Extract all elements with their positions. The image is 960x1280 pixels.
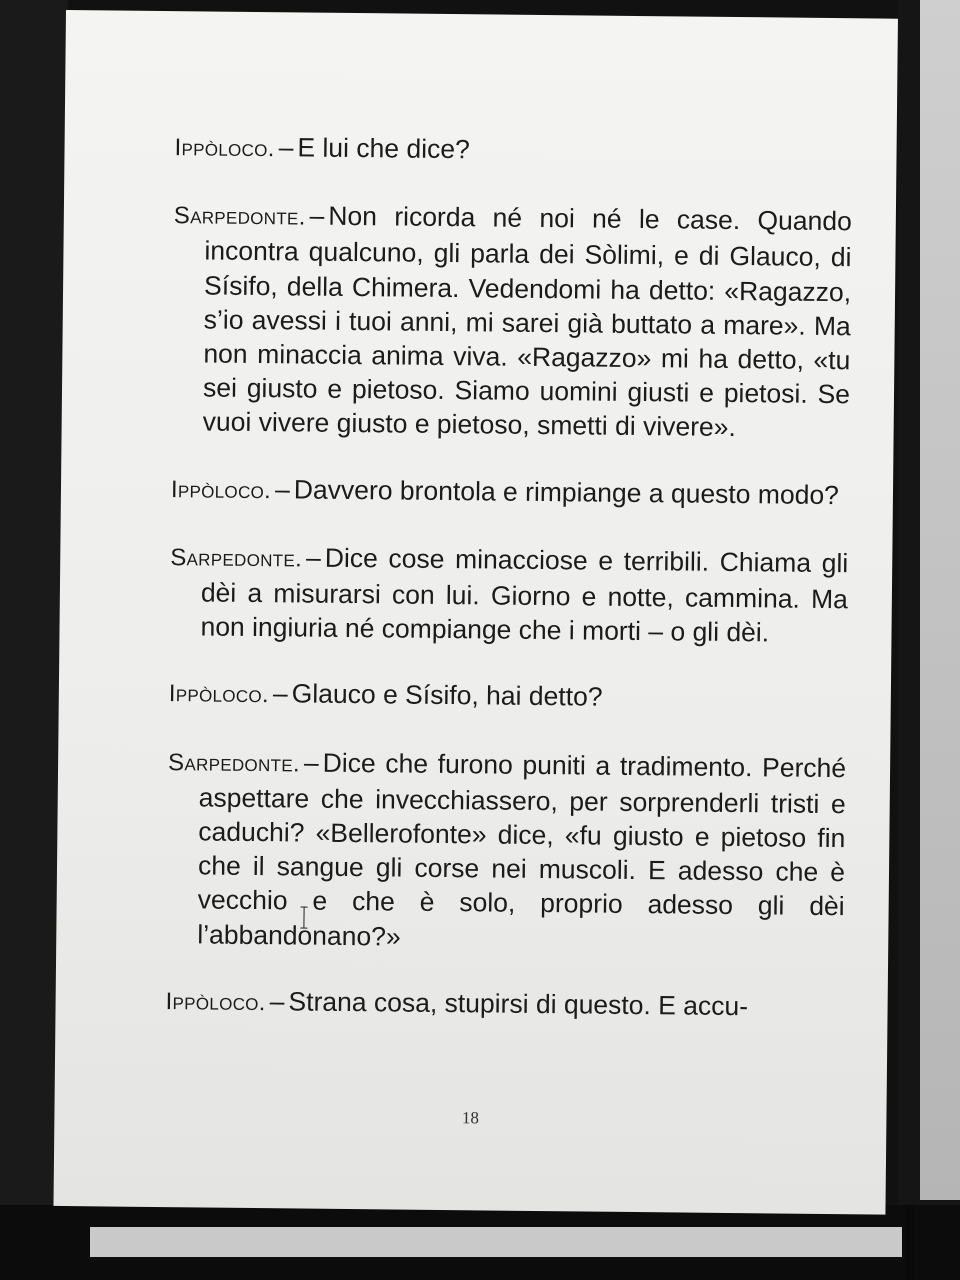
speaker-name: Ippòloco.: [174, 134, 275, 163]
dialogue-line: [174, 129, 852, 172]
dialogue-text: Glauco e Sísifo, hai detto?: [291, 678, 603, 713]
dialogue-line: [166, 744, 846, 958]
document-page[interactable]: [53, 10, 897, 1215]
dialogue-text: Non ricorda né noi né le case. Quando incontra qualcuno, gli parla dei Sòlimi, e di Glauco, di Sísifo, della Chimera. Vedendomi ha detto: «Ragazzo, s’io avessi i tuoi anni, mi sarei già buttato a mare». Ma non minaccia anima viva. «Ragazzo» mi ha detto, «tu sei giusto e pietoso. Siamo uomini giusti e pietosi. Se vuoi vivere giusto e pietoso, smetti di vivere».: [202, 200, 852, 443]
speech-dash: –: [303, 747, 319, 778]
speech-dash: –: [305, 542, 321, 573]
dialogue-text: Dice cose minacciose e terribili. Chiama gli dèi a misurarsi con lui. Giorno e notte, cammina. Ma non ingiuria né compiange che i morti – o gli dèi.: [200, 542, 849, 648]
speaker-name: Ippòloco.: [165, 987, 266, 1017]
dialogue-line: [165, 983, 843, 1026]
speech-dash: –: [278, 132, 294, 163]
speaker-name: Ippòloco.: [170, 475, 272, 504]
dialogue-text: Davvero brontola e rimpiange a questo modo?: [293, 474, 840, 510]
text-cursor-icon: [303, 907, 311, 929]
monitor-bezel-bottom: [0, 1205, 960, 1280]
dialogue-body: [165, 129, 853, 1058]
speaker-name: Sarpedonte.: [167, 748, 301, 778]
dialogue-text: Strana cosa, stupirsi di questo. E accu-: [288, 986, 749, 1022]
dialogue-text: E lui che dice?: [297, 132, 470, 165]
speaker-name: Sarpedonte.: [170, 543, 303, 573]
dialogue-text: Dice che furono puniti a tradimento. Perché aspettare che invecchiassero, per sorprenderli tristi e caduchi? «Bellerofonte» dice, «fu giusto e pietoso fin che il sangue gli corse nei muscoli. E adesso che è vecchio e che è solo, proprio adesso gli dèi l’abbandonano?»: [197, 747, 847, 952]
speaker-name: Sarpedonte.: [173, 202, 306, 231]
page-number: 18: [461, 1108, 480, 1128]
dialogue-line: [171, 471, 849, 514]
dialogue-line: [172, 197, 852, 446]
speech-dash: –: [309, 200, 325, 231]
speaker-name: Ippòloco.: [168, 680, 270, 709]
dialogue-line: [169, 676, 847, 719]
monitor-bezel-right: [898, 0, 960, 1280]
speech-dash: –: [269, 986, 285, 1017]
speech-dash: –: [272, 678, 288, 709]
speech-dash: –: [274, 473, 291, 504]
dialogue-line: [169, 539, 848, 651]
